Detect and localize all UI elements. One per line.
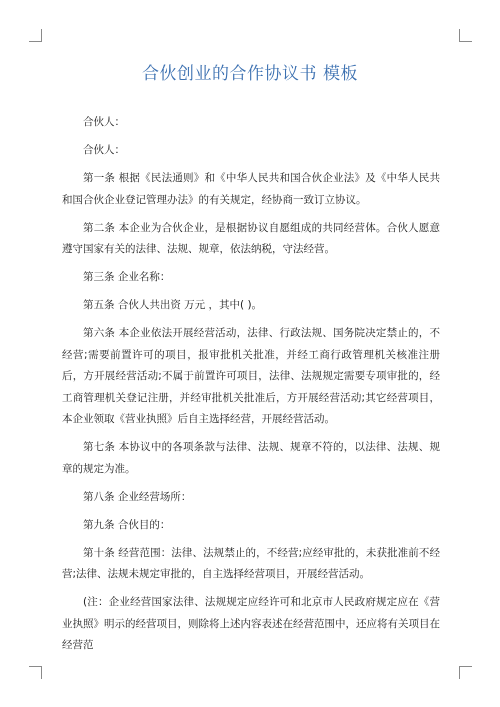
- article-6: 第六条 本企业依法开展经营活动，法律、行政法规、国务院决定禁止的，不经营;需要前置许可的项目，报审批机关批准，并经工商行政管理机关核准注册后，方开展经营活动;不属于前置许可项目，法律、法规规定需要专项审批的，经工商管理机关登记注册，并经审批机关批准后，方开展经营活动;其它经营项目，本企业领取《营业执照》后自主选择经营，开展经营活动。: [62, 327, 440, 425]
- crop-mark-top-left: [29, 29, 42, 42]
- article-5: 第五条 合伙人共出资 万元 ，其中( )。: [83, 299, 263, 311]
- crop-mark-bottom-left: [29, 666, 42, 679]
- article-10: 第十条 经营范围：法律、法规禁止的，不经营;应经审批的，未获批准前不经营;法律、法规未规定审批的，自主选择经营项目，开展经营活动。: [62, 546, 440, 580]
- article-8: 第八条 企业经营场所：: [83, 490, 192, 503]
- partner-line-1: 合伙人：: [83, 116, 125, 128]
- partner-line-2: 合伙人：: [83, 144, 125, 156]
- article-7: 第七条 本协议中的各项条款与法律、法规、规章不符的，以法律、法规、规章的规定为准。: [62, 441, 440, 475]
- article-2: 第二条 本企业为合伙企业，是根据协议自愿组成的共同经营体。合伙人愿意遵守国家有关的法律、法规、规章，依法纳税，守法经营。: [62, 221, 440, 255]
- note-paragraph: (注：企业经营国家法律、法规规定应经许可和北京市人民政府规定应在《营业执照》明示的经营项目，则除将上述内容表述在经营范围中，还应将有关项目在经营范: [62, 596, 440, 651]
- article-1: 第一条 根据《民法通则》和《中华人民共和国合伙企业法》及《中华人民共和国合伙企业登记管理办法》的有关规定，经协商一致订立协议。: [62, 172, 440, 206]
- document-title: 合伙创业的合作协议书 模板: [142, 64, 358, 84]
- crop-mark-bottom-right: [459, 666, 472, 679]
- crop-mark-top-right: [459, 29, 472, 42]
- article-9: 第九条 合伙目的：: [83, 518, 171, 531]
- document-body: [62, 112, 440, 663]
- article-3: 第三条 企业名称：: [83, 271, 171, 283]
